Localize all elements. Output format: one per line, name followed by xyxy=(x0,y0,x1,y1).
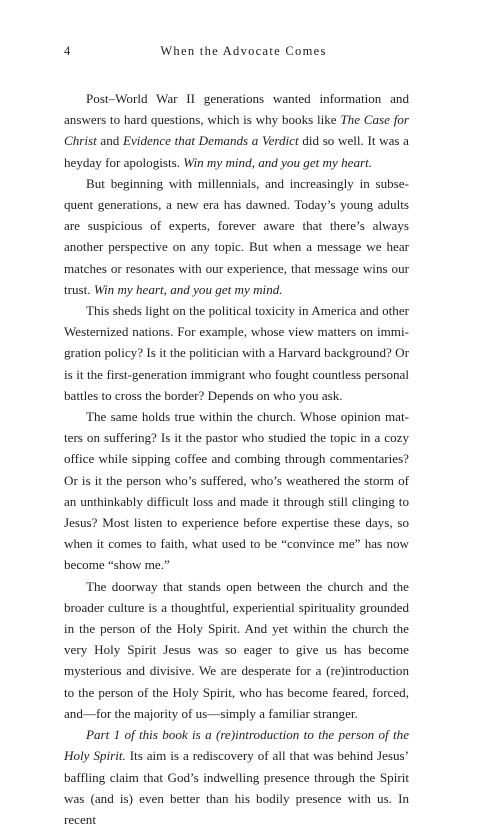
paragraph xyxy=(64,576,409,724)
paragraph xyxy=(64,406,409,576)
italic-text: Evidence that Demands a Verdict xyxy=(123,133,299,149)
text-run: and xyxy=(96,133,123,149)
running-head: When the Advocate Comes xyxy=(160,44,327,58)
body-text xyxy=(64,88,409,830)
text-run: Its aim is a rediscovery of all that was behind Jesus’ baffling claim that God’s indwelling presence through the Spirit was (and is) even better than his bodily presence with us. In recent xyxy=(64,748,409,827)
page-number: 4 xyxy=(64,44,72,58)
italic-text: The Case for Christ xyxy=(64,112,409,149)
italic-text: Part 1 of this book is a (re)introduction to the person of the Holy Spirit. xyxy=(64,727,409,764)
italic-text: Win my heart, and you get my mind. xyxy=(93,281,283,297)
paragraph xyxy=(64,300,409,406)
text-run: Post–World War II generations wanted information and answers to hard questions, which is why books like xyxy=(64,91,409,128)
paragraph xyxy=(64,724,409,830)
paragraph xyxy=(64,173,409,300)
italic-text: Win my mind, and you get my heart. xyxy=(183,154,373,170)
paragraph xyxy=(64,88,409,173)
text-run: The same holds true within the church. Whose opinion matters on suffering? Is it the pastor who studied the topic in a cozy office while sipping coffee and combing through commentaries? Or is it the person who’s suffered, who’s weathered the storm of an unthinkably difficult loss and made it through still clinging to Jesus? Most listen to experience before expertise these days, so when it comes to faith, what used to be “convince me” has now become “show me.” xyxy=(64,409,409,573)
text-run: did so well. It was a heyday for apologists. xyxy=(64,133,409,170)
page-header xyxy=(64,44,409,64)
text-run: This sheds light on the political toxicity in America and other Westernized nations. For example, whose view matters on immigration policy? Is it the politician with a Harvard background? Or is it the first-generation immigrant who fought countless personal battles to cross the border? Depends on who you ask. xyxy=(64,303,409,403)
text-run: But beginning with millennials, and increasingly in subsequent generations, a new era has dawned. Today’s young adults are suspicious of experts, forever aware that there’s always another perspective on any topic. But when a message we hear matches or resonates with our experience, that message wins our trust. xyxy=(64,175,409,297)
text-run: The doorway that stands open between the church and the broader culture is a thoughtful, experiential spirituality grounded in the person of the Holy Spirit. And yet within the church the very Holy Spirit Jesus was so eager to give us has become mysterious and divisive. We are desperate for a (re)introduction to the person of the Holy Spirit, who has become feared, forced, and—for the majority of us—simply a familiar stranger. xyxy=(64,578,409,721)
book-page xyxy=(64,44,409,830)
